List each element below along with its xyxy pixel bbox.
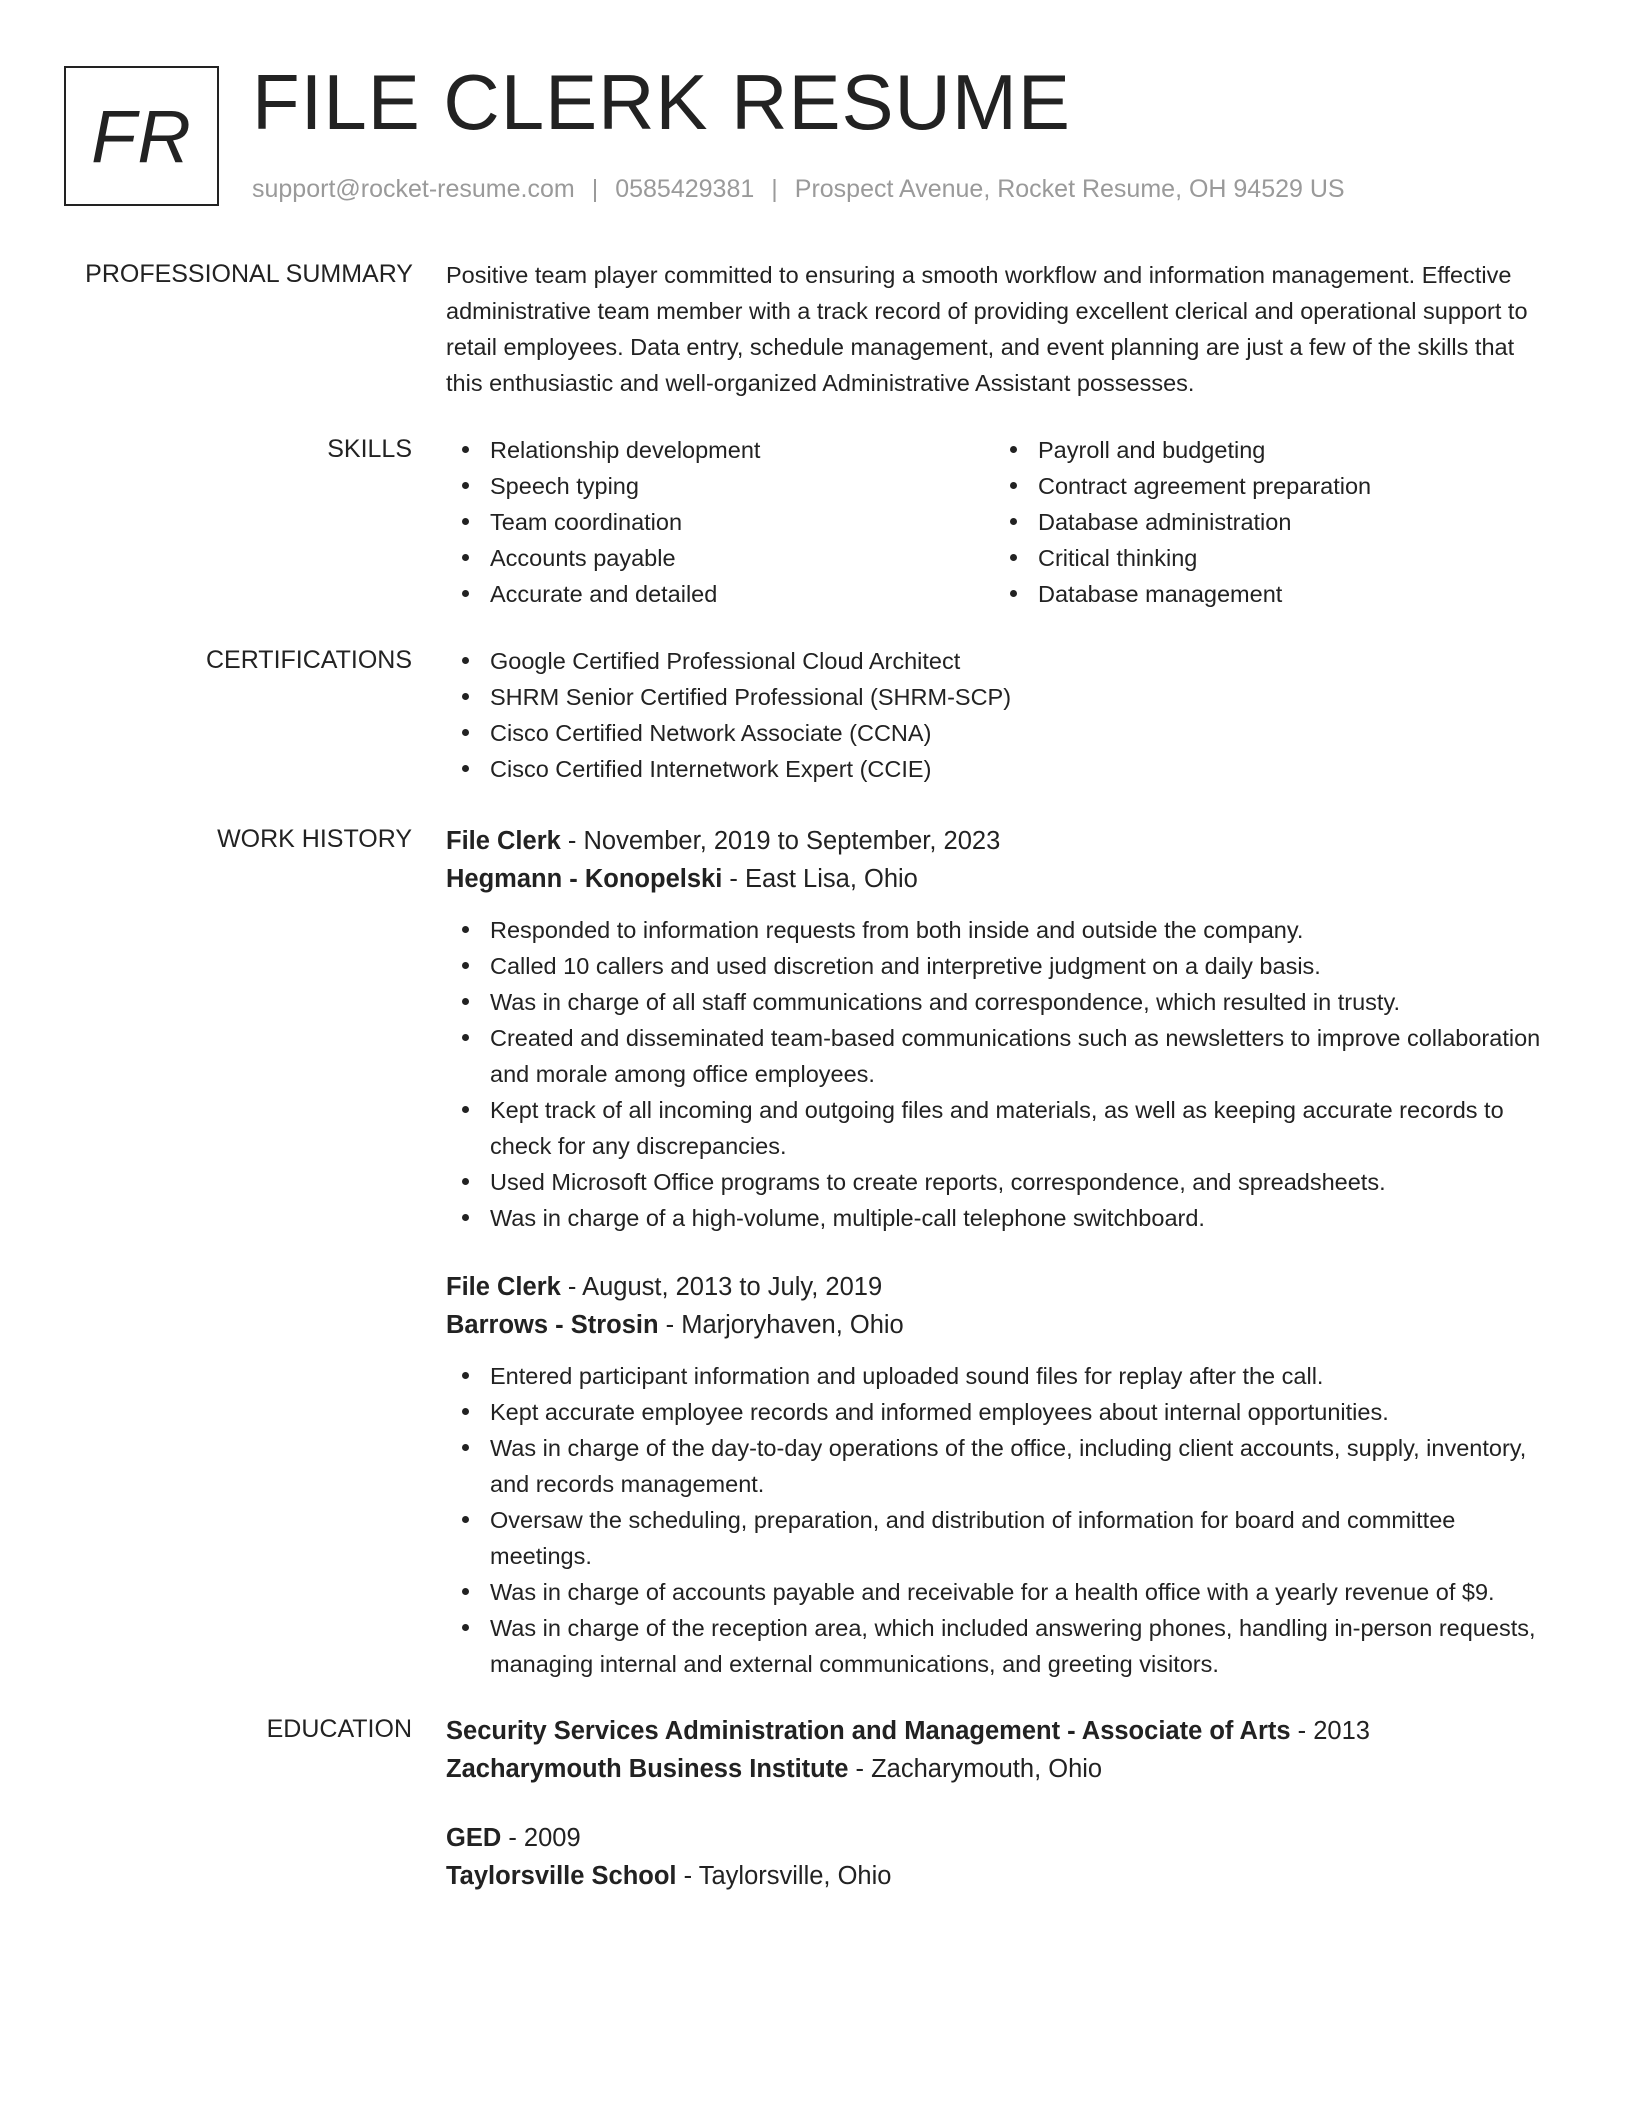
certification-item: Cisco Certified Internetwork Expert (CCIE) — [446, 751, 1556, 787]
skill-item: Critical thinking — [994, 540, 1542, 576]
skill-item: Contract agreement preparation — [994, 468, 1542, 504]
certifications-body — [446, 643, 1556, 787]
education-school: Taylorsville School — [446, 1862, 677, 1890]
job-location: - East Lisa, Ohio — [722, 865, 918, 893]
job-bullet: Responded to information requests from both inside and outside the company. — [446, 912, 1556, 948]
education-entry — [446, 1819, 1556, 1895]
skill-item: Team coordination — [446, 504, 994, 540]
education-degree: Security Services Administration and Management - Associate of Arts — [446, 1717, 1291, 1745]
job-company: Hegmann - Konopelski — [446, 865, 723, 893]
contact-separator: | — [591, 175, 599, 203]
contact-address: Prospect Avenue, Rocket Resume, OH 94529 US — [794, 175, 1345, 203]
contact-phone[interactable]: 0585429381 — [615, 175, 755, 203]
job-bullet: Was in charge of the reception area, which included answering phones, handling in-person requests, managing internal and external communications, and greeting visitors. — [446, 1610, 1556, 1682]
job-bullet: Was in charge of all staff communications and correspondence, which resulted in trusty. — [446, 984, 1556, 1020]
education-location: - Zacharymouth, Ohio — [848, 1755, 1103, 1783]
summary-text: Positive team player committed to ensuring a smooth workflow and information management. Effective administrative team member with a track record of providing excellent clerical and operational support to retail employees. Data entry, schedule management, and event planning are just a few of the skills that this enthusiastic and well-organized Administrative Assistant possesses. — [446, 262, 1528, 396]
job-dates: - August, 2013 to July, 2019 — [560, 1273, 883, 1301]
education-entry — [446, 1712, 1556, 1788]
skills-list-left — [446, 432, 994, 612]
contact-email[interactable]: support@rocket-resume.com — [252, 175, 575, 203]
job-bullet: Was in charge of accounts payable and receivable for a health office with a yearly revenue of $9. — [446, 1574, 1556, 1610]
job-dates: - November, 2019 to September, 2023 — [560, 827, 1001, 855]
job-bullet: Created and disseminated team-based communications such as newsletters to improve collaboration and morale among office employees. — [446, 1020, 1556, 1092]
section-label-education: EDUCATION — [266, 1715, 412, 1743]
education-degree-line — [446, 1819, 1556, 1857]
education-year: - 2009 — [501, 1824, 581, 1852]
skill-item: Accounts payable — [446, 540, 994, 576]
job-title-line — [446, 822, 1556, 860]
education-degree: GED — [446, 1824, 502, 1852]
job-bullet: Kept accurate employee records and informed employees about internal opportunities. — [446, 1394, 1556, 1430]
summary-body — [446, 257, 1556, 401]
skill-item: Accurate and detailed — [446, 576, 994, 612]
job-company: Barrows - Strosin — [446, 1311, 659, 1339]
skills-body — [446, 432, 1556, 612]
job-entry — [446, 1268, 1556, 1682]
job-title-line — [446, 1268, 1556, 1306]
skill-item: Payroll and budgeting — [994, 432, 1542, 468]
contact-separator: | — [771, 175, 778, 203]
education-year: - 2013 — [1290, 1717, 1370, 1745]
job-bullet: Used Microsoft Office programs to create reports, correspondence, and spreadsheets. — [446, 1164, 1556, 1200]
job-title: File Clerk — [446, 1273, 561, 1301]
certifications-list — [446, 643, 1556, 787]
job-bullet: Entered participant information and uploaded sound files for replay after the call. — [446, 1358, 1556, 1394]
certification-item: Cisco Certified Network Associate (CCNA) — [446, 715, 1556, 751]
job-company-line — [446, 1306, 1556, 1344]
skill-item: Relationship development — [446, 432, 994, 468]
job-bullets — [446, 912, 1556, 1236]
skill-item: Database management — [994, 576, 1542, 612]
job-bullets — [446, 1358, 1556, 1682]
certification-item: Google Certified Professional Cloud Architect — [446, 643, 1556, 679]
monogram-logo — [64, 66, 219, 206]
job-location: - Marjoryhaven, Ohio — [658, 1311, 904, 1339]
education-school: Zacharymouth Business Institute — [446, 1755, 849, 1783]
job-title: File Clerk — [446, 827, 561, 855]
certification-item: SHRM Senior Certified Professional (SHRM-SCP) — [446, 679, 1556, 715]
section-label-certifications: CERTIFICATIONS — [205, 646, 412, 674]
skills-list-right — [994, 432, 1542, 612]
education-degree-line — [446, 1712, 1556, 1750]
resume-title: FILE CLERK RESUME — [252, 58, 1071, 146]
skill-item: Database administration — [994, 504, 1542, 540]
education-location: - Taylorsville, Ohio — [676, 1862, 892, 1890]
job-bullet: Was in charge of the day-to-day operations of the office, including client accounts, supply, inventory, and records management. — [446, 1430, 1556, 1502]
education-school-line — [446, 1857, 1556, 1895]
section-label-work-history: WORK HISTORY — [217, 825, 412, 853]
contact-line — [252, 172, 1345, 206]
job-bullet: Oversaw the scheduling, preparation, and distribution of information for board and committee meetings. — [446, 1502, 1556, 1574]
job-company-line — [446, 860, 1556, 898]
section-label-skills: SKILLS — [327, 435, 412, 463]
job-bullet: Kept track of all incoming and outgoing files and materials, as well as keeping accurate records to check for any discrepancies. — [446, 1092, 1556, 1164]
job-bullet: Called 10 callers and used discretion and interpretive judgment on a daily basis. — [446, 948, 1556, 984]
work-history-body — [446, 822, 1556, 1682]
job-entry — [446, 822, 1556, 1236]
section-label-summary: PROFESSIONAL SUMMARY — [85, 260, 413, 288]
skill-item: Speech typing — [446, 468, 994, 504]
job-bullet: Was in charge of a high-volume, multiple-call telephone switchboard. — [446, 1200, 1556, 1236]
monogram-initials: FR — [91, 94, 192, 178]
education-school-line — [446, 1750, 1556, 1788]
education-body — [446, 1712, 1556, 1895]
